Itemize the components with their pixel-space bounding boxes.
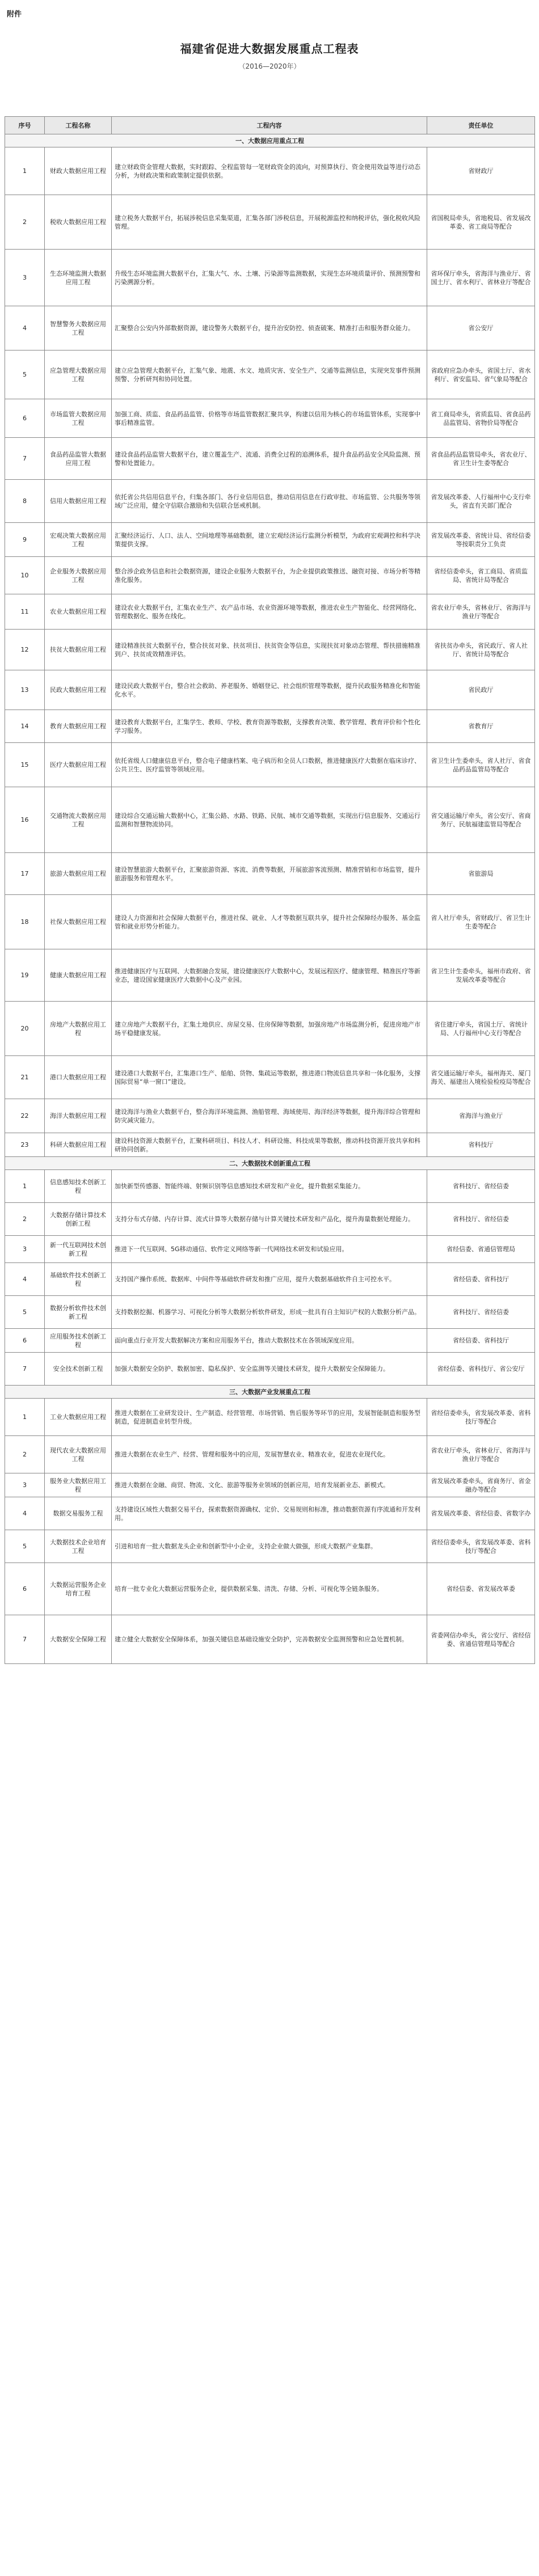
responsible-unit: 省经信委、省通信管理局 bbox=[427, 1236, 535, 1263]
row-number: 7 bbox=[5, 1353, 45, 1386]
table-row bbox=[5, 1236, 535, 1263]
project-name: 医疗大数据应用工程 bbox=[45, 743, 112, 787]
project-name: 现代农业大数据应用工程 bbox=[45, 1436, 112, 1473]
table-row bbox=[5, 1353, 535, 1386]
project-name: 食品药品监管大数据应用工程 bbox=[45, 438, 112, 480]
table-header-row bbox=[5, 117, 535, 134]
table-row bbox=[5, 557, 535, 594]
table-row bbox=[5, 895, 535, 949]
project-name: 税收大数据应用工程 bbox=[45, 195, 112, 250]
project-content: 推进健康医疗与互联网、大数据融合发展，建设健康医疗大数据中心，发展远程医疗、健康管理、精准医疗等新业态，建设国家健康医疗大数据中心及产业园。 bbox=[112, 949, 427, 1002]
row-number: 6 bbox=[5, 1563, 45, 1615]
responsible-unit: 省经信委、省发展改革委 bbox=[427, 1563, 535, 1615]
responsible-unit: 省旅游局 bbox=[427, 853, 535, 895]
table-row bbox=[5, 1399, 535, 1436]
row-number: 18 bbox=[5, 895, 45, 949]
project-content: 推进大数据在农业生产、经营、管理和服务中的应用，发展智慧农业、精准农业，促进农业现代化。 bbox=[112, 1436, 427, 1473]
project-content: 建设综合交通运输大数据中心，汇集公路、水路、铁路、民航、城市交通等数据，实现出行信息服务、交通运行监测和智慧物流协同。 bbox=[112, 787, 427, 853]
row-number: 7 bbox=[5, 438, 45, 480]
responsible-unit: 省交通运输厅牵头，省公安厅、省商务厅、民航福建监管局等配合 bbox=[427, 787, 535, 853]
responsible-unit: 省经信委、省科技厅、省公安厅 bbox=[427, 1353, 535, 1386]
table-row bbox=[5, 1002, 535, 1056]
project-content: 依托省公共信用信息平台，归集各部门、各行业信用信息，推动信用信息在行政审批、市场监管、公共服务等领域广泛应用，健全守信联合激励和失信联合惩戒机制。 bbox=[112, 480, 427, 523]
responsible-unit: 省农业厅牵头，省林业厅、省海洋与渔业厅等配合 bbox=[427, 594, 535, 630]
attachment-label: 附件 bbox=[7, 10, 22, 19]
table-row bbox=[5, 1436, 535, 1473]
row-number: 14 bbox=[5, 710, 45, 743]
project-name: 信用大数据应用工程 bbox=[45, 480, 112, 523]
responsible-unit: 省经信委牵头，省工商局、省质监局、省统计局等配合 bbox=[427, 557, 535, 594]
table-row bbox=[5, 630, 535, 670]
document-subtitle: （2016—2020年） bbox=[238, 62, 301, 70]
responsible-unit: 省科技厅 bbox=[427, 1133, 535, 1157]
responsible-unit: 省政府应急办牵头，省国土厅、省水利厅、省安监局、省气象局等配合 bbox=[427, 350, 535, 399]
responsible-unit: 省公安厅 bbox=[427, 306, 535, 350]
section-title: 三、大数据产业发展重点工程 bbox=[5, 1386, 535, 1399]
responsible-unit: 省食品药品监管局牵头，省农业厅、省卫生计生委等配合 bbox=[427, 438, 535, 480]
project-content: 推进大数据在工业研发设计、生产制造、经营管理、市场营销、售后服务等环节的应用，发展智能制造和服务型制造，促进制造业转型升级。 bbox=[112, 1399, 427, 1436]
responsible-unit: 省财政厅 bbox=[427, 147, 535, 195]
projects-table bbox=[5, 116, 535, 1664]
table-row bbox=[5, 399, 535, 438]
responsible-unit: 省海洋与渔业厅 bbox=[427, 1099, 535, 1133]
responsible-unit: 省经信委、省科技厅 bbox=[427, 1329, 535, 1353]
responsible-unit: 省环保厅牵头，省海洋与渔业厅、省国土厅、省水利厅、省林业厅等配合 bbox=[427, 250, 535, 306]
document-title: 福建省促进大数据发展重点工程表 bbox=[180, 42, 359, 56]
project-content: 支持分布式存储、内存计算、流式计算等大数据存储与计算关键技术研发和产品化，提升海量数据处理能力。 bbox=[112, 1203, 427, 1236]
responsible-unit: 省人社厅牵头，省财政厅、省卫生计生委等配合 bbox=[427, 895, 535, 949]
responsible-unit: 省教育厅 bbox=[427, 710, 535, 743]
section-title: 一、大数据应用重点工程 bbox=[5, 134, 535, 147]
project-name: 科研大数据应用工程 bbox=[45, 1133, 112, 1157]
row-number: 4 bbox=[5, 306, 45, 350]
project-name: 数据交易服务工程 bbox=[45, 1497, 112, 1530]
table-row bbox=[5, 670, 535, 710]
table-row bbox=[5, 1099, 535, 1133]
row-number: 19 bbox=[5, 949, 45, 1002]
project-content: 加强工商、质监、食品药品监管、价格等市场监管数据汇聚共享，构建以信用为核心的市场监管体系，实现事中事后精准监管。 bbox=[112, 399, 427, 438]
row-number: 12 bbox=[5, 630, 45, 670]
responsible-unit: 省经信委牵头，省发展改革委、省科技厅等配合 bbox=[427, 1399, 535, 1436]
responsible-unit: 省工商局牵头，省质监局、省食品药品监管局、省物价局等配合 bbox=[427, 399, 535, 438]
table-row bbox=[5, 1530, 535, 1563]
table-row bbox=[5, 949, 535, 1002]
project-content: 整合涉企政务信息和社会数据资源，建设企业服务大数据平台，为企业提供政策推送、融资对接、市场分析等精准化服务。 bbox=[112, 557, 427, 594]
table-row bbox=[5, 438, 535, 480]
project-name: 数据分析软件技术创新工程 bbox=[45, 1296, 112, 1329]
table-row bbox=[5, 787, 535, 853]
header-name: 工程名称 bbox=[45, 117, 112, 134]
project-name: 房地产大数据应用工程 bbox=[45, 1002, 112, 1056]
table-row bbox=[5, 480, 535, 523]
project-name: 港口大数据应用工程 bbox=[45, 1056, 112, 1099]
table-row bbox=[5, 147, 535, 195]
project-content: 培育一批专业化大数据运营服务企业，提供数据采集、清洗、存储、分析、可视化等全链条服务。 bbox=[112, 1563, 427, 1615]
project-content: 建立健全大数据安全保障体系，加强关键信息基础设施安全防护，完善数据安全监测预警和应急处置机制。 bbox=[112, 1615, 427, 1664]
project-content: 推进下一代互联网、5G移动通信、软件定义网络等新一代网络技术研发和试验应用。 bbox=[112, 1236, 427, 1263]
row-number: 22 bbox=[5, 1099, 45, 1133]
table-row bbox=[5, 306, 535, 350]
responsible-unit: 省经信委牵头，省发展改革委、省科技厅等配合 bbox=[427, 1530, 535, 1563]
responsible-unit: 省交通运输厅牵头，福州海关、厦门海关、福建出入境检验检疫局等配合 bbox=[427, 1056, 535, 1099]
project-name: 海洋大数据应用工程 bbox=[45, 1099, 112, 1133]
row-number: 5 bbox=[5, 1530, 45, 1563]
project-name: 信息感知技术创新工程 bbox=[45, 1170, 112, 1203]
project-content: 汇聚经济运行、人口、法人、空间地理等基础数据，建立宏观经济运行监测分析模型，为政府宏观调控和科学决策提供支撑。 bbox=[112, 523, 427, 557]
responsible-unit: 省住建厅牵头，省国土厅、省统计局、人行福州中心支行等配合 bbox=[427, 1002, 535, 1056]
table-row bbox=[5, 195, 535, 250]
project-name: 旅游大数据应用工程 bbox=[45, 853, 112, 895]
responsible-unit: 省发展改革委、人行福州中心支行牵头，省直有关部门配合 bbox=[427, 480, 535, 523]
row-number: 10 bbox=[5, 557, 45, 594]
responsible-unit: 省卫生计生委牵头，省人社厅、省食品药品监管局等配合 bbox=[427, 743, 535, 787]
project-name: 大数据运营服务企业培育工程 bbox=[45, 1563, 112, 1615]
table-row bbox=[5, 743, 535, 787]
project-name: 宏观决策大数据应用工程 bbox=[45, 523, 112, 557]
row-number: 3 bbox=[5, 250, 45, 306]
project-name: 企业服务大数据应用工程 bbox=[45, 557, 112, 594]
header-no: 序号 bbox=[5, 117, 45, 134]
row-number: 2 bbox=[5, 1436, 45, 1473]
project-content: 建设民政大数据平台，整合社会救助、养老服务、婚姻登记、社会组织管理等数据，提升民政服务精准化和智能化水平。 bbox=[112, 670, 427, 710]
project-content: 支持国产操作系统、数据库、中间件等基础软件研发和推广应用，提升大数据基础软件自主可控水平。 bbox=[112, 1263, 427, 1296]
project-name: 生态环境监测大数据应用工程 bbox=[45, 250, 112, 306]
row-number: 17 bbox=[5, 853, 45, 895]
table-row bbox=[5, 1563, 535, 1615]
project-content: 建立房地产大数据平台，汇集土地供应、房屋交易、住房保障等数据，加强房地产市场监测分析，促进房地产市场平稳健康发展。 bbox=[112, 1002, 427, 1056]
table-row bbox=[5, 1615, 535, 1664]
row-number: 16 bbox=[5, 787, 45, 853]
project-content: 建设人力资源和社会保障大数据平台，推进社保、就业、人才等数据互联共享，提升社会保障经办服务、基金监管和就业形势分析能力。 bbox=[112, 895, 427, 949]
row-number: 4 bbox=[5, 1263, 45, 1296]
header-content: 工程内容 bbox=[112, 117, 427, 134]
table-row bbox=[5, 1170, 535, 1203]
responsible-unit: 省农业厅牵头，省林业厅、省海洋与渔业厅等配合 bbox=[427, 1436, 535, 1473]
project-name: 社保大数据应用工程 bbox=[45, 895, 112, 949]
header-unit: 责任单位 bbox=[427, 117, 535, 134]
project-content: 建立财政资金管理大数据，实时跟踪、全程监管每一笔财政资金的流向，对预算执行、资金使用效益等进行动态分析，为财政决策和政策制定提供依据。 bbox=[112, 147, 427, 195]
table-row bbox=[5, 1497, 535, 1530]
row-number: 11 bbox=[5, 594, 45, 630]
project-content: 加强大数据安全防护、数据加密、隐私保护、安全监测等关键技术研发，提升大数据安全保障能力。 bbox=[112, 1353, 427, 1386]
row-number: 7 bbox=[5, 1615, 45, 1664]
row-number: 15 bbox=[5, 743, 45, 787]
section-row bbox=[5, 1386, 535, 1399]
responsible-unit: 省卫生计生委牵头，福州市政府、省发展改革委等配合 bbox=[427, 949, 535, 1002]
project-name: 工业大数据应用工程 bbox=[45, 1399, 112, 1436]
row-number: 9 bbox=[5, 523, 45, 557]
project-name: 新一代互联网技术创新工程 bbox=[45, 1236, 112, 1263]
responsible-unit: 省委网信办牵头，省公安厅、省经信委、省通信管理局等配合 bbox=[427, 1615, 535, 1664]
row-number: 13 bbox=[5, 670, 45, 710]
project-content: 推进大数据在金融、商贸、物流、文化、旅游等服务业领域的创新应用，培育发展新业态、新模式。 bbox=[112, 1473, 427, 1497]
project-content: 建设海洋与渔业大数据平台，整合海洋环境监测、渔船管理、海域使用、海洋经济等数据，提升海洋综合管理和防灾减灾能力。 bbox=[112, 1099, 427, 1133]
table-row bbox=[5, 710, 535, 743]
row-number: 3 bbox=[5, 1473, 45, 1497]
project-name: 健康大数据应用工程 bbox=[45, 949, 112, 1002]
project-name: 农业大数据应用工程 bbox=[45, 594, 112, 630]
section-row bbox=[5, 1157, 535, 1170]
table-row bbox=[5, 853, 535, 895]
table-row bbox=[5, 1133, 535, 1157]
row-number: 2 bbox=[5, 195, 45, 250]
responsible-unit: 省科技厅、省经信委 bbox=[427, 1203, 535, 1236]
project-name: 大数据安全保障工程 bbox=[45, 1615, 112, 1664]
responsible-unit: 省科技厅、省经信委 bbox=[427, 1170, 535, 1203]
project-content: 引进和培育一批大数据龙头企业和创新型中小企业，支持企业做大做强，形成大数据产业集群。 bbox=[112, 1530, 427, 1563]
project-name: 应急管理大数据应用工程 bbox=[45, 350, 112, 399]
responsible-unit: 省国税局牵头，省地税局、省发展改革委、省工商局等配合 bbox=[427, 195, 535, 250]
project-name: 应用服务技术创新工程 bbox=[45, 1329, 112, 1353]
responsible-unit: 省民政厅 bbox=[427, 670, 535, 710]
project-name: 扶贫大数据应用工程 bbox=[45, 630, 112, 670]
project-content: 建设食品药品监管大数据平台，建立覆盖生产、流通、消费全过程的追溯体系，提升食品药品安全风险监测、预警和处置能力。 bbox=[112, 438, 427, 480]
row-number: 5 bbox=[5, 1296, 45, 1329]
responsible-unit: 省经信委、省科技厅 bbox=[427, 1263, 535, 1296]
section-row bbox=[5, 134, 535, 147]
project-content: 建设港口大数据平台，汇集港口生产、船舶、货物、集疏运等数据，推进港口物流信息共享和一体化服务，支撑国际贸易“单一窗口”建设。 bbox=[112, 1056, 427, 1099]
row-number: 6 bbox=[5, 1329, 45, 1353]
project-name: 财政大数据应用工程 bbox=[45, 147, 112, 195]
table-row bbox=[5, 523, 535, 557]
responsible-unit: 省科技厅、省经信委 bbox=[427, 1296, 535, 1329]
project-content: 依托省级人口健康信息平台，整合电子健康档案、电子病历和全员人口数据，推进健康医疗大数据在临床诊疗、公共卫生、医疗监管等领域应用。 bbox=[112, 743, 427, 787]
row-number: 1 bbox=[5, 1170, 45, 1203]
responsible-unit: 省发展改革委、省经信委、省数字办 bbox=[427, 1497, 535, 1530]
project-name: 智慧警务大数据应用工程 bbox=[45, 306, 112, 350]
project-content: 建设精准扶贫大数据平台，整合扶贫对象、扶贫项目、扶贫资金等信息，实现扶贫对象动态管理、帮扶措施精准到户、扶贫成效精准评估。 bbox=[112, 630, 427, 670]
table-row bbox=[5, 1329, 535, 1353]
responsible-unit: 省发展改革委、省统计局、省经信委等按职责分工负责 bbox=[427, 523, 535, 557]
row-number: 1 bbox=[5, 1399, 45, 1436]
project-name: 基础软件技术创新工程 bbox=[45, 1263, 112, 1296]
project-content: 建设科技资源大数据平台，汇聚科研项目、科技人才、科研设施、科技成果等数据，推动科技资源开放共享和科研协同创新。 bbox=[112, 1133, 427, 1157]
project-content: 建设农业大数据平台，汇集农业生产、农产品市场、农业资源环境等数据，推进农业生产智能化、经营网络化、管理数据化、服务在线化。 bbox=[112, 594, 427, 630]
row-number: 6 bbox=[5, 399, 45, 438]
project-content: 建立应急管理大数据平台，汇集气象、地震、水文、地质灾害、安全生产、交通等监测信息，实现突发事件预测预警、分析研判和协同处置。 bbox=[112, 350, 427, 399]
project-content: 汇聚整合公安内外部数据资源，建设警务大数据平台，提升治安防控、侦查破案、精准打击和服务群众能力。 bbox=[112, 306, 427, 350]
responsible-unit: 省发展改革委牵头，省商务厅、省金融办等配合 bbox=[427, 1473, 535, 1497]
table-row bbox=[5, 1296, 535, 1329]
project-name: 交通物流大数据应用工程 bbox=[45, 787, 112, 853]
table-row bbox=[5, 1056, 535, 1099]
table-row bbox=[5, 250, 535, 306]
project-content: 建设教育大数据平台，汇集学生、教师、学校、教育资源等数据，支撑教育决策、教学管理、教育评价和个性化学习服务。 bbox=[112, 710, 427, 743]
table-row bbox=[5, 594, 535, 630]
project-content: 升级生态环境监测大数据平台，汇集大气、水、土壤、污染源等监测数据，实现生态环境质量评价、预测预警和污染溯源分析。 bbox=[112, 250, 427, 306]
project-content: 加快新型传感器、智能终端、射频识别等信息感知技术研发和产业化，提升数据采集能力。 bbox=[112, 1170, 427, 1203]
row-number: 2 bbox=[5, 1203, 45, 1236]
table-row bbox=[5, 1473, 535, 1497]
project-name: 民政大数据应用工程 bbox=[45, 670, 112, 710]
project-name: 市场监管大数据应用工程 bbox=[45, 399, 112, 438]
project-name: 大数据存储计算技术创新工程 bbox=[45, 1203, 112, 1236]
project-name: 大数据技术企业培育工程 bbox=[45, 1530, 112, 1563]
row-number: 21 bbox=[5, 1056, 45, 1099]
project-name: 服务业大数据应用工程 bbox=[45, 1473, 112, 1497]
project-content: 建设智慧旅游大数据平台，汇聚旅游资源、客流、消费等数据，开展旅游客流预测、精准营销和市场监管，提升旅游服务和管理水平。 bbox=[112, 853, 427, 895]
row-number: 1 bbox=[5, 147, 45, 195]
row-number: 8 bbox=[5, 480, 45, 523]
table-row bbox=[5, 1203, 535, 1236]
row-number: 5 bbox=[5, 350, 45, 399]
project-name: 教育大数据应用工程 bbox=[45, 710, 112, 743]
table-row bbox=[5, 1263, 535, 1296]
section-title: 二、大数据技术创新重点工程 bbox=[5, 1157, 535, 1170]
responsible-unit: 省扶贫办牵头，省民政厅、省人社厅、省统计局等配合 bbox=[427, 630, 535, 670]
row-number: 3 bbox=[5, 1236, 45, 1263]
project-content: 建立税务大数据平台，拓展涉税信息采集渠道，汇集各部门涉税信息，开展税源监控和纳税评估，强化税收风险管理。 bbox=[112, 195, 427, 250]
row-number: 4 bbox=[5, 1497, 45, 1530]
project-name: 安全技术创新工程 bbox=[45, 1353, 112, 1386]
project-content: 支持数据挖掘、机器学习、可视化分析等大数据分析软件研发，形成一批具有自主知识产权的大数据分析产品。 bbox=[112, 1296, 427, 1329]
row-number: 20 bbox=[5, 1002, 45, 1056]
project-content: 面向重点行业开发大数据解决方案和应用服务平台，推动大数据技术在各领域深度应用。 bbox=[112, 1329, 427, 1353]
project-content: 支持建设区域性大数据交易平台，探索数据资源确权、定价、交易规则和标准，推动数据资源有序流通和开发利用。 bbox=[112, 1497, 427, 1530]
table-row bbox=[5, 350, 535, 399]
row-number: 23 bbox=[5, 1133, 45, 1157]
